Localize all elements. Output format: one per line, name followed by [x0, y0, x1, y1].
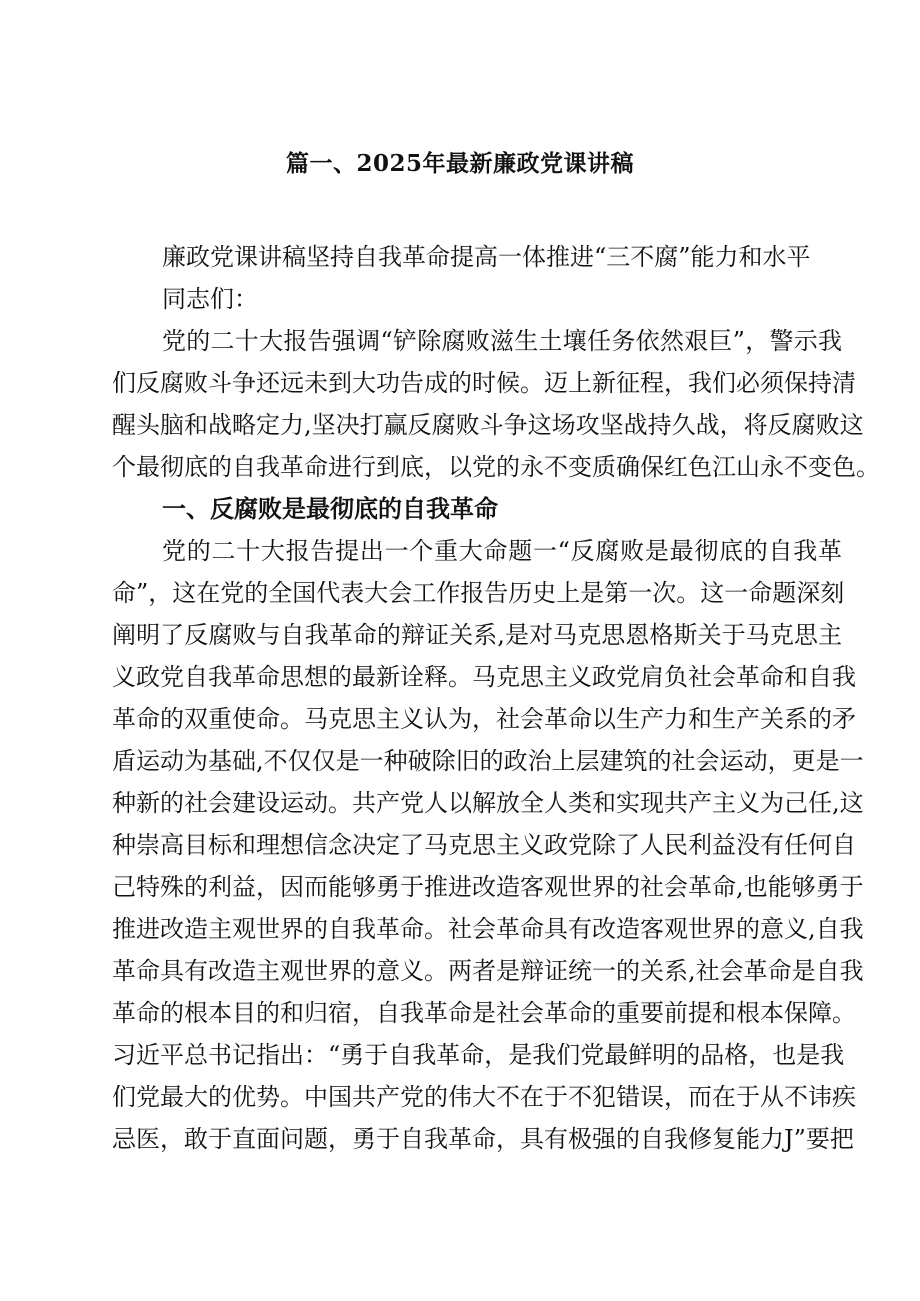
paragraph-line: 革命的双重使命。马克思主义认为，社会革命以生产力和生产关系的矛	[112, 705, 856, 733]
paragraph-line: 党的二十大报告提出一个重大命题一“反腐败是最彻底的自我革	[162, 537, 842, 565]
subtitle-line: 廉政党课讲稿坚持自我革命提高一体推进“三不腐”能力和水平	[162, 243, 811, 271]
document-body	[112, 236, 880, 1160]
paragraph-line: 盾运动为基础,不仅仅是一种破除旧的政治上层建筑的社会运动，更是一	[112, 747, 864, 775]
paragraph-line: 习近平总书记指出：“勇于自我革命，是我们党最鲜明的品格，也是我	[112, 1041, 845, 1069]
paragraph-line: 革命具有改造主观世界的意义。两者是辩证统一的关系,社会革命是自我	[112, 957, 864, 985]
paragraph-line: 命”，这在党的全国代表大会工作报告历史上是第一次。这一命题深刻	[112, 579, 845, 607]
paragraph-line: 个最彻底的自我革命进行到底，以党的永不变质确保红色江山永不变色。	[112, 453, 880, 481]
paragraph-line: 忌医，敢于直面问题，勇于自我革命，具有极强的自我修复能力J”要把	[112, 1125, 854, 1153]
section-heading: 一、反腐败是最彻底的自我革命	[162, 494, 498, 523]
paragraph-line: 革命的根本目的和归宿，自我革命是社会革命的重要前提和根本保障。	[112, 999, 856, 1027]
document-title: 篇一、2025年最新廉政党课讲稿	[285, 150, 634, 177]
paragraph-line: 己特殊的利益，因而能够勇于推进改造客观世界的社会革命,也能够勇于	[112, 873, 864, 901]
paragraph-line: 党的二十大报告强调“铲除腐败滋生土壤任务依然艰巨”，警示我	[162, 327, 842, 355]
paragraph-line: 义政党自我革命思想的最新诠释。马克思主义政党肩负社会革命和自我	[112, 663, 856, 691]
paragraph-line: 种崇高目标和理想信念决定了马克思主义政党除了人民利益没有任何自	[112, 831, 856, 859]
paragraph-line: 们党最大的优势。中国共产党的伟大不在于不犯错误，而在于从不讳疾	[112, 1083, 856, 1111]
paragraph-line: 醒头脑和战略定力,坚决打赢反腐败斗争这场攻坚战持久战，将反腐败这	[112, 411, 864, 439]
paragraph-line: 推进改造主观世界的自我革命。社会革命具有改造客观世界的意义,自我	[112, 915, 864, 943]
salutation-line: 同志们：	[162, 285, 258, 313]
paragraph-line: 们反腐败斗争还远未到大功告成的时候。迈上新征程，我们必须保持清	[112, 369, 856, 397]
paragraph-line: 阐明了反腐败与自我革命的辩证关系,是对马克思恩格斯关于马克思主	[112, 621, 842, 649]
paragraph-line: 种新的社会建设运动。共产党人以解放全人类和实现共产主义为己任,这	[112, 789, 864, 817]
